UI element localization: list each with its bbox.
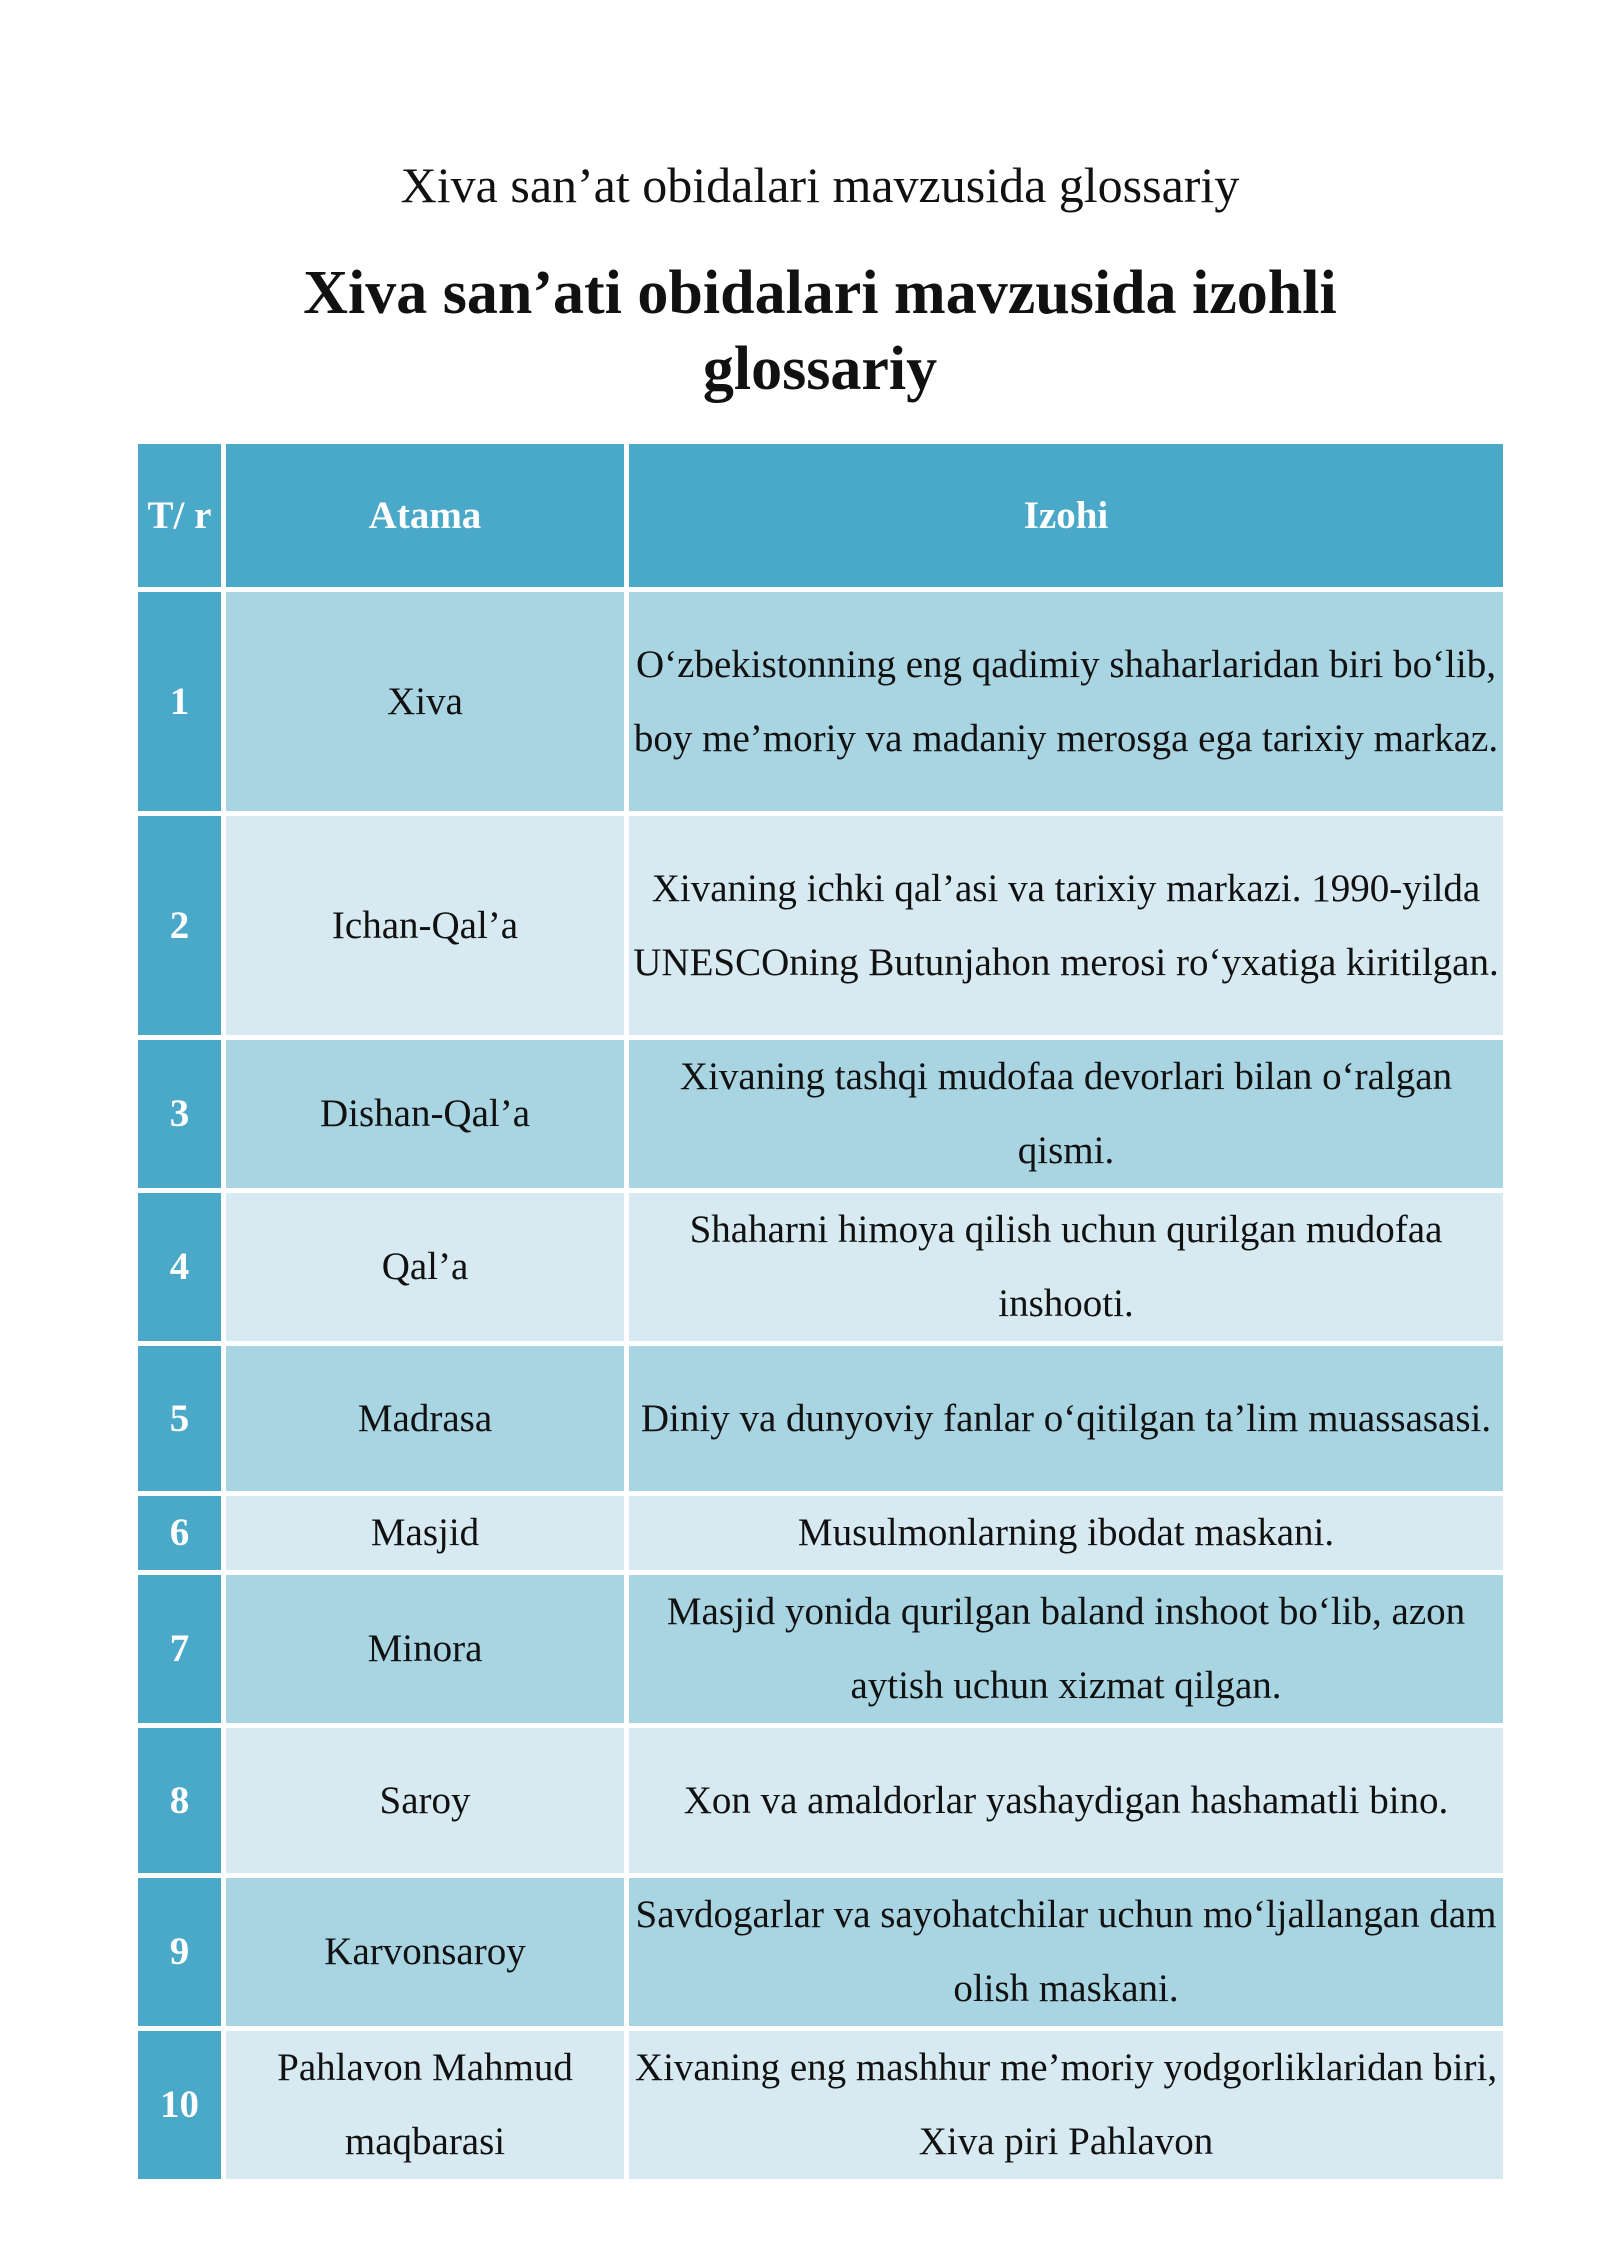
table-row xyxy=(138,592,1503,811)
term-cell: Ichan-Qal’a xyxy=(226,816,624,1035)
row-number: 9 xyxy=(138,1878,221,2026)
table-row xyxy=(138,1193,1503,1341)
term-cell: Dishan-Qal’a xyxy=(226,1040,624,1188)
glossary-table xyxy=(133,439,1508,2184)
definition-cell: Diniy va dunyoviy fanlar o‘qitilgan ta’lim muassasasi. xyxy=(629,1346,1503,1491)
title-line-1: Xiva san’ati obidalari mavzusida izohli xyxy=(303,259,1337,327)
definition-cell: Savdogarlar va sayohatchilar uchun mo‘ljallangan dam olish maskani. xyxy=(629,1878,1503,2026)
header-izohi: Izohi xyxy=(629,444,1503,587)
row-number: 2 xyxy=(138,816,221,1035)
table-row xyxy=(138,1040,1503,1188)
table-row xyxy=(138,816,1503,1035)
term-cell: Qal’a xyxy=(226,1193,624,1341)
document-subtitle: Xiva san’at obidalari mavzusida glossariy xyxy=(400,157,1240,213)
definition-cell: Musulmonlarning ibodat maskani. xyxy=(629,1496,1503,1570)
definition-cell: Xivaning eng mashhur me’moriy yodgorliklaridan biri, Xiva piri Pahlavon xyxy=(629,2031,1503,2179)
definition-cell: Shaharni himoya qilish uchun qurilgan mudofaa inshooti. xyxy=(629,1193,1503,1341)
definition-cell: Xon va amaldorlar yashaydigan hashamatli bino. xyxy=(629,1728,1503,1873)
table-row xyxy=(138,2031,1503,2179)
term-cell: Masjid xyxy=(226,1496,624,1570)
term-cell: Madrasa xyxy=(226,1346,624,1491)
table-row xyxy=(138,1346,1503,1491)
definition-cell: O‘zbekistonning eng qadimiy shaharlaridan biri bo‘lib, boy me’moriy va madaniy merosga ega tarixiy markaz. xyxy=(629,592,1503,811)
document-title xyxy=(0,255,1600,407)
term-cell: Xiva xyxy=(226,592,624,811)
row-number: 4 xyxy=(138,1193,221,1341)
term-cell: Pahlavon Mahmud maqbarasi xyxy=(226,2031,624,2179)
definition-cell: Xivaning ichki qal’asi va tarixiy markazi. 1990-yilda UNESCOning Butunjahon merosi ro‘yxatiga kiritilgan. xyxy=(629,816,1503,1035)
table-row xyxy=(138,1878,1503,2026)
row-number: 10 xyxy=(138,2031,221,2179)
row-number: 5 xyxy=(138,1346,221,1491)
row-number: 6 xyxy=(138,1496,221,1570)
row-number: 7 xyxy=(138,1575,221,1723)
definition-cell: Masjid yonida qurilgan baland inshoot bo‘lib, azon aytish uchun xizmat qilgan. xyxy=(629,1575,1503,1723)
term-cell: Minora xyxy=(226,1575,624,1723)
table-row xyxy=(138,1728,1503,1873)
table-header-row xyxy=(138,444,1503,587)
header-number: T/ r xyxy=(138,444,221,587)
header-atama: Atama xyxy=(226,444,624,587)
row-number: 1 xyxy=(138,592,221,811)
title-line-2: glossariy xyxy=(702,335,938,403)
term-cell: Karvonsaroy xyxy=(226,1878,624,2026)
term-cell: Saroy xyxy=(226,1728,624,1873)
table-row xyxy=(138,1496,1503,1570)
row-number: 8 xyxy=(138,1728,221,1873)
row-number: 3 xyxy=(138,1040,221,1188)
definition-cell: Xivaning tashqi mudofaa devorlari bilan o‘ralgan qismi. xyxy=(629,1040,1503,1188)
table-row xyxy=(138,1575,1503,1723)
